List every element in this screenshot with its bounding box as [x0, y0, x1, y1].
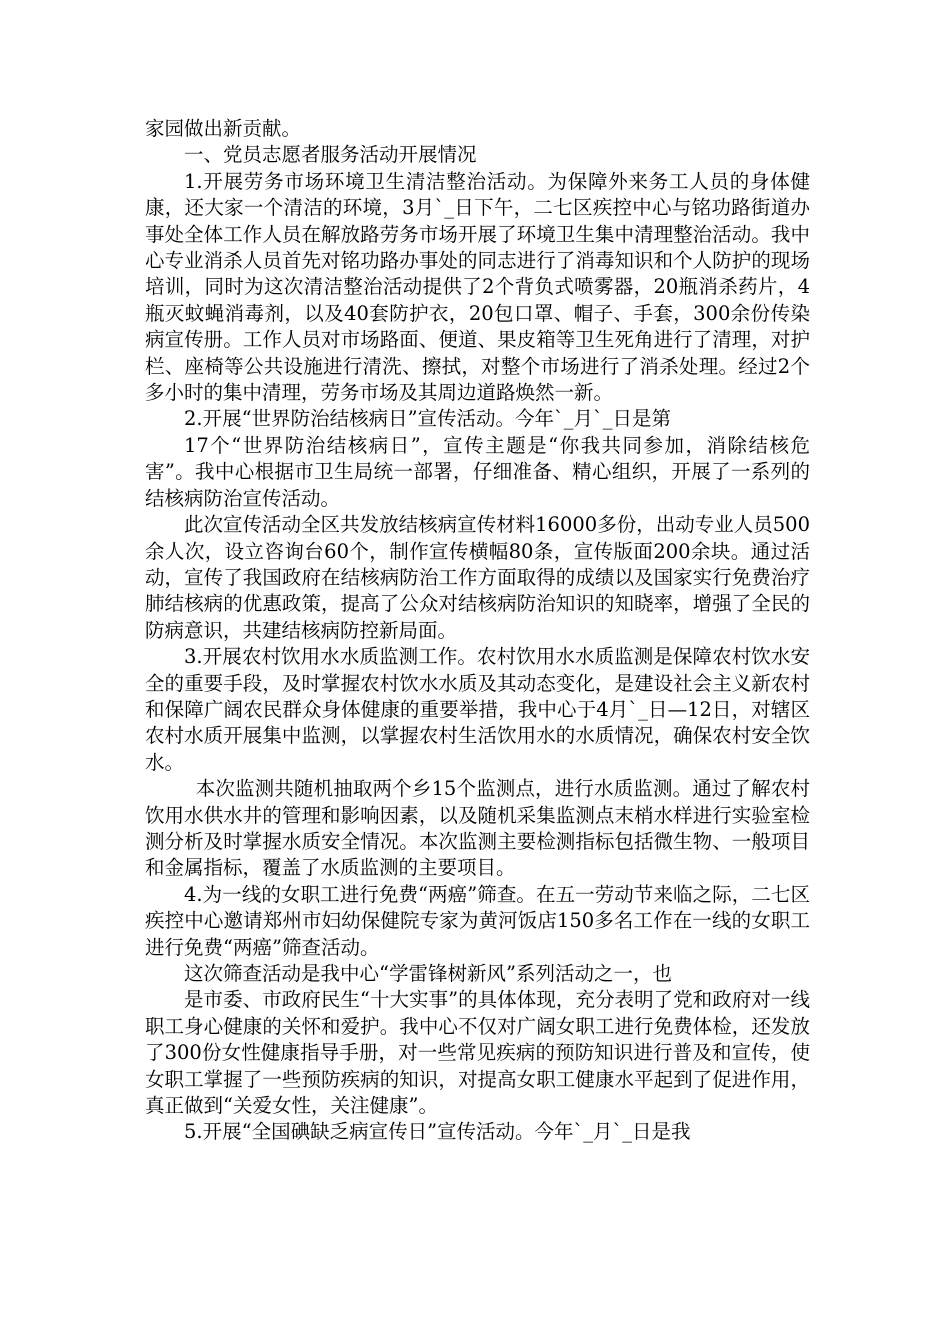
paragraph-tb-day-theme: 17个“世界防治结核病日”，宣传主题是“你我共同参加，消除结核危害”。我中心根据市卫生局统一部署，仔细准备、精心组织，开展了一系列的结核病防治宣传活动。	[145, 433, 810, 510]
paragraph-water-monitoring: 3.开展农村饮用水水质监测工作。农村饮用水水质监测是保障农村饮水安全的重要手段，及时掌握农村饮水水质及其动态变化，是建设社会主义新农村和保障广阔农民群众身体健康的重要举措，我中心于4月`_日—12日，对辖区农村水质开展集中监测，以掌握农村生活饮用水的水质情况，确保农村安全饮水。	[145, 645, 810, 774]
paragraph-screening-details: 是市委、市政府民生“十大实事”的具体体现，充分表明了党和政府对一线职工身心健康的关怀和爱护。我中心不仅对广阔女职工进行免费体检，还发放了300份女性健康指导手册，对一些常见疾病的预防知识进行普及和宣传，使女职工掌握了一些预防疾病的知识，对提高女职工健康水平起到了促进作用，真正做到“关爱女性，关注健康”。	[145, 988, 810, 1118]
section-heading: 一、党员志愿者服务活动开展情况	[184, 143, 477, 167]
document-page	[145, 116, 810, 1146]
paragraph-tb-campaign: 此次宣传活动全区共发放结核病宣传材料16000多份，出动专业人员500余人次，设立咨询台60个，制作宣传横幅80条，宣传版面200余块。通过活动，宣传了我国政府在结核病防治工作方面取得的成绩以及国家实行免费治疗肺结核病的优惠政策，提高了公众对结核病防治知识的知晓率，增强了全民的防病意识，共建结核病防控新局面。	[145, 513, 810, 642]
paragraph-iodine-day: 5.开展“全国碘缺乏病宣传日”宣传活动。今年`_月`_日是我	[184, 1120, 691, 1144]
paragraph-continuation: 家园做出新贡献。	[145, 117, 302, 140]
paragraph-tb-day-intro: 2.开展“世界防治结核病日”宣传活动。今年`_月`_日是第	[184, 407, 672, 431]
paragraph-labor-market: 1.开展劳务市场环境卫生清洁整治活动。为保障外来务工人员的身体健康，还大家一个清洁的环境，3月`_日下午，二七区疾控中心与铭功路街道办事处全体工作人员在解放路劳务市场开展了环境卫生集中清理整治活动。我中心专业消杀人员首先对铭功路办事处的同志进行了消毒知识和个人防护的现场培训，同时为这次清洁整治活动提供了2个背负式喷雾器，20瓶消杀药片，4瓶灭蚊蝇消毒剂，以及40套防护衣，20包口罩、帽子、手套，300余份传染病宣传册。工作人员对市场路面、便道、果皮箱等卫生死角进行了清理，对护栏、座椅等公共设施进行清洗、擦拭，对整个市场进行了消杀处理。经过2个多小时的集中清理，劳务市场及其周边道路焕然一新。	[145, 169, 810, 405]
paragraph-screening: 4.为一线的女职工进行免费“两癌”筛查。在五一劳动节来临之际，二七区疾控中心邀请郑州市妇幼保健院专家为黄河饭店150多名工作在一线的女职工进行免费“两癌”筛查活动。	[145, 882, 810, 959]
paragraph-screening-intro: 这次筛查活动是我中心“学雷锋树新风”系列活动之一，也	[184, 962, 672, 985]
paragraph-water-sampling: 本次监测共随机抽取两个乡15个监测点，进行水质监测。通过了解农村饮用水供水井的管理和影响因素，以及随机采集监测点末梢水样进行实验室检测分析及时掌握水质安全情况。本次监测主要检测指标包括微生物、一般项目和金属指标，覆盖了水质监测的主要项目。	[145, 777, 810, 880]
